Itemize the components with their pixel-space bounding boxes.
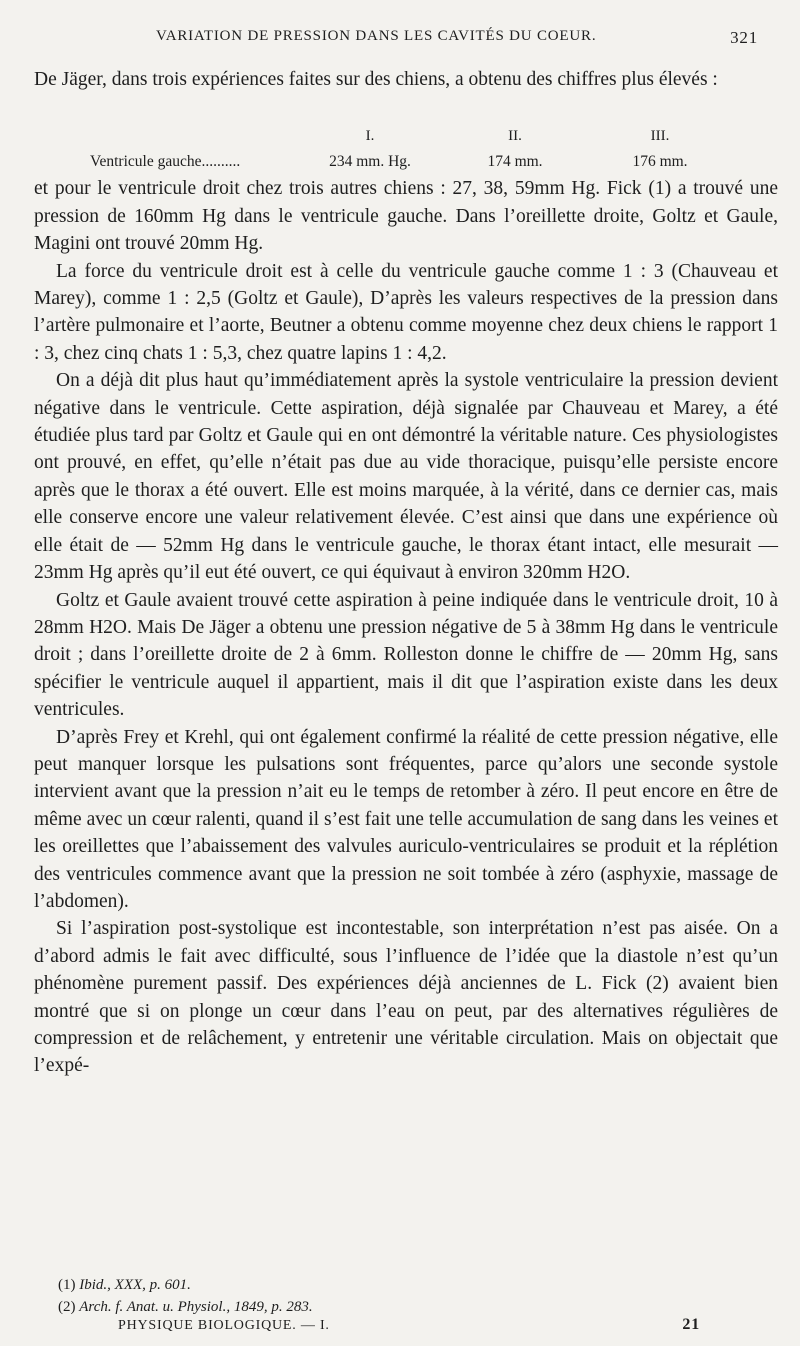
paragraph: La force du ventricule droit est à celle du ventricule gauche comme 1 : 3 (Chauveau et Marey), comme 1 : 2,5 (Goltz et Gaule), D’après les valeurs respectives de la pression dans l’artère pulmonaire et l’aorte, Beutner a obtenu comme moyenne chez deux chiens le rapport 1 : 3, chez cinq chats 1 : 5,3, chez quatre lapins 1 : 4,2. [34,260,778,364]
body-text [34,66,778,1080]
signature-mark: 21 [682,1316,700,1333]
paragraph: D’après Frey et Krehl, qui ont également confirmé la réalité de cette pression négative, elle peut manquer lorsque les pulsations sont fréquentes, parce qu’alors une seconde systole intervient avant que la pression n’ait eu le temps de retomber à zéro. Il peut encore en être de même avec un cœur ralenti, quand il s’est fait une telle accumulation de sang dans les veines et les oreillettes que l’abaissement des valvules auriculo-ventriculaires se produit et la réplétion des ventricules commence avant que la pression ne soit tombée à zéro (asphyxie, massage de l’abdomen). [34,726,778,912]
paragraph: Si l’aspiration post-systolique est incontestable, son interprétation n’est pas aisée. On a d’abord admis le fait avec difficulté, sous l’influence de l’idée que la diastole n’est qu’un phénomène purement passif. Des expériences déjà anciennes de L. Fick (2) avaient bien montré que si on plonge un cœur dans l’eau on peut, par des alternatives régulières de compression et de relâchement, y entretenir une véritable circulation. Mais on objectait que l’expé- [34,918,778,1077]
table-corner [90,128,300,151]
measurement-table [90,128,730,173]
intro-paragraph: De Jäger, dans trois expériences faites sur des chiens, a obtenu des chiffres plus élevés : [34,69,718,90]
running-title: VARIATION DE PRESSION DANS LES CAVITÉS DU COEUR. [156,28,597,44]
footnote-number: (2) [58,1299,76,1315]
row-label: Ventricule gauche.......... [90,153,241,170]
column-header: I. [365,128,375,144]
paragraph: Goltz et Gaule avaient trouvé cette aspiration à peine indiquée dans le ventricule droit, 10 à 28mm H2O. Mais De Jäger a obtenu une pression négative de 5 à 38mm Hg dans le ventricule droit ; dans l’oreillette droite de 2 à 6mm. Rolleston donne le chiffre de — 20mm Hg, sans spécifier le ventricule auquel il appartient, mais il dit que l’aspiration existe dans les deux ventricules. [34,589,778,721]
footnote-text: Arch. f. Anat. u. Physiol., 1849, p. 283. [79,1299,313,1315]
footnote-text: Ibid., XXX, p. 601. [79,1277,191,1293]
footnote [58,1274,313,1296]
page-number: 321 [730,28,758,47]
column-header: III. [650,128,670,144]
column-header: II. [508,128,522,144]
paragraph: On a déjà dit plus haut qu’immédiatement après la systole ventriculaire la pression devient négative dans le ventricule. Cette aspiration, déjà signalée par Chauveau et Marey, a été étudiée plus tard par Goltz et Gaule qui en ont démontré la véritable nature. Ces physiologistes ont prouvé, en effet, qu’elle n’était pas due au vide thoracique, puisqu’elle persiste encore après que le thorax a été ouvert. Elle est moins marquée, à la vérité, dans ce dernier cas, mais elle conserve encore une valeur relativement élevée. C’est ainsi que dans une expérience où elle était de — 52mm Hg dans le ventricule gauche, le thorax étant intact, elle mesurait — 23mm Hg après qu’il eut été ouvert, ce qui équivaut à environ 320mm H2O. [34,370,778,584]
page-footer [118,1318,700,1334]
footnote-number: (1) [58,1277,76,1293]
table-cell: 234 mm. Hg. [329,153,411,170]
footnotes [58,1274,313,1318]
table-header-row [90,128,730,151]
paragraph: et pour le ventricule droit chez trois autres chiens : 27, 38, 59mm Hg. Fick (1) a trouvé une pression de 160mm Hg dans le ventricule gauche. Dans l’oreillette droite, Goltz et Gaule, Magini ont trouvé 20mm Hg. [34,178,778,255]
table-cell: 174 mm. [487,153,543,170]
table-row [90,151,730,173]
table-cell: 176 mm. [632,153,688,170]
book-title: PHYSIQUE BIOLOGIQUE. — I. [118,1318,330,1333]
footnote [58,1296,313,1318]
